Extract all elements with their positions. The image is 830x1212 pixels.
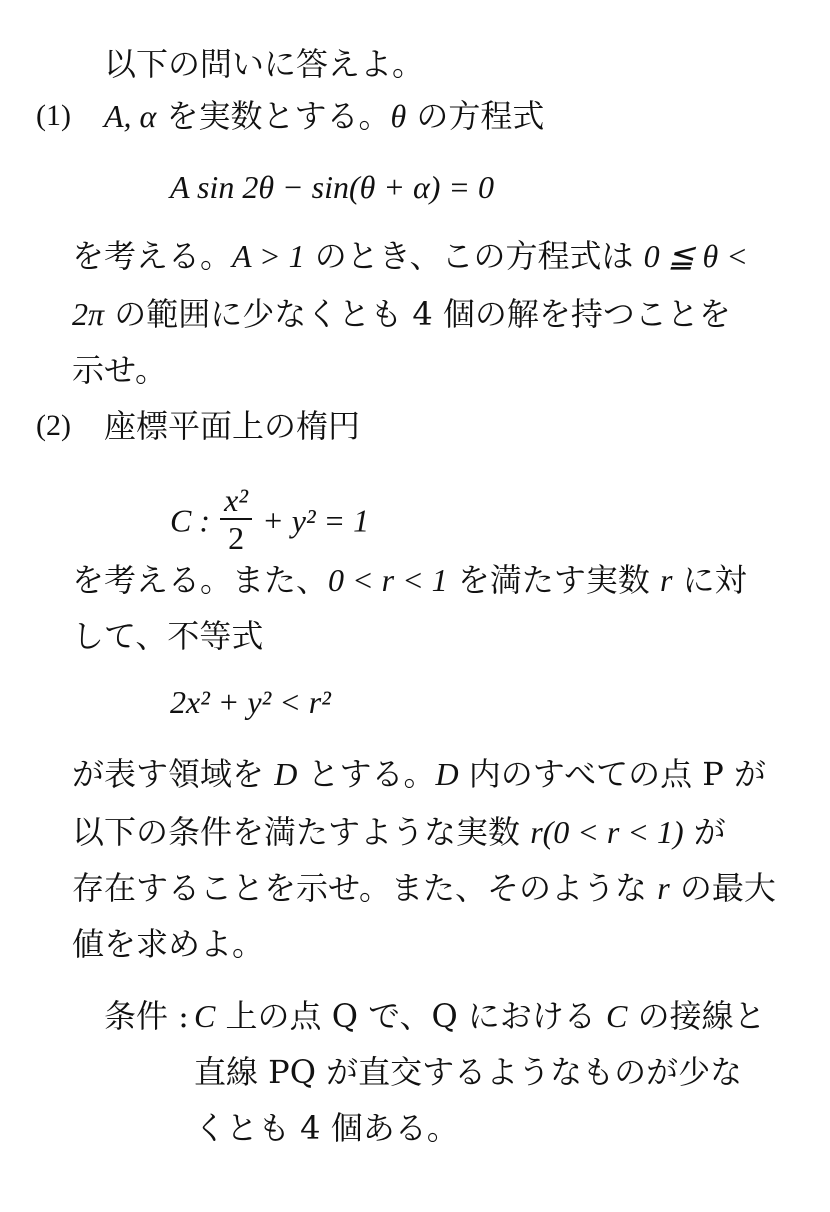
cond-l1-mid: 上の点 Q で、Q における <box>215 997 607 1035</box>
problem-2-body-2: して、不等式 <box>72 617 264 655</box>
condition-line-2: 直線 PQ が直交するようなものが少な <box>194 1053 743 1091</box>
p2-c3-head: 存在することを示せ。また、そのような <box>72 869 658 907</box>
problem-1-body-2 <box>72 294 731 334</box>
p2-c2-expr: r(0 < r < 1) <box>530 814 684 850</box>
problem-2-body-1 <box>72 560 747 600</box>
fraction-denominator: 2 <box>228 520 245 556</box>
problem-2-body-3 <box>72 754 766 794</box>
p2-a1-r: r <box>660 562 673 598</box>
problem-1-body-1 <box>72 236 748 276</box>
p2-c2-tail: が <box>683 813 726 851</box>
problem-1-body-3: 示せ。 <box>72 351 168 389</box>
p1-l1-mid: を実数とする。 <box>156 97 391 135</box>
condition-line-3: くとも 4 個ある。 <box>194 1109 459 1147</box>
problem-1-number: (1) <box>36 99 71 132</box>
p1-vars: A, α <box>104 98 157 134</box>
ellipse-lhs: C : <box>170 502 210 539</box>
p2-c1-head: が表す領域を <box>72 755 275 793</box>
condition-line-1 <box>194 996 766 1036</box>
p2-a1-cond: 0 < r < 1 <box>328 562 448 598</box>
p1-cond: A > 1 <box>232 238 305 274</box>
problem-2-body-4 <box>72 812 726 852</box>
problem-1-line-1 <box>104 96 544 136</box>
problem-1-equation: A sin 2θ − sin(θ + α) = 0 <box>170 169 494 205</box>
problem-2-body-5 <box>72 868 776 908</box>
p1-b2-tail: の範囲に少なくとも 4 個の解を持つことを <box>104 295 731 333</box>
problem-2-number: (2) <box>36 409 71 442</box>
p2-a1-mid: を満たす実数 <box>447 561 661 599</box>
p2-a1-tail: に対 <box>672 561 747 599</box>
p2-c1-d2: D <box>435 756 459 792</box>
p2-c1-d: D <box>274 756 298 792</box>
condition-label: 条件 : <box>104 997 189 1035</box>
cond-c2: C <box>606 998 628 1034</box>
p2-c3-tail: の最大 <box>669 869 776 907</box>
ellipse-fraction <box>220 482 252 556</box>
problem-2-line-1: 座標平面上の楕円 <box>104 407 361 445</box>
ellipse-equation <box>170 482 370 560</box>
p1-theta: θ <box>390 98 407 134</box>
p1-b1-tail: のとき、この方程式は <box>304 237 644 275</box>
p2-c3-r: r <box>657 870 670 906</box>
p2-c1-tail: 内のすべての点 P が <box>458 755 767 793</box>
fraction-numerator: x² <box>220 482 252 520</box>
cond-c: C <box>194 998 216 1034</box>
p1-2pi: 2π <box>72 296 105 332</box>
problem-2-body-6: 値を求めよ。 <box>72 925 265 963</box>
cond-l1-tail: の接線と <box>627 997 766 1035</box>
p1-b1: を考える。 <box>72 237 233 275</box>
intro-text: 以下の問いに答えよ。 <box>104 45 425 83</box>
p1-l1-tail: の方程式 <box>406 97 545 135</box>
p1-range: 0 ≦ θ < <box>643 238 748 274</box>
p2-c1-mid: とする。 <box>297 755 436 793</box>
ellipse-rhs: + y² = 1 <box>262 502 370 539</box>
inequality: 2x² + y² < r² <box>170 684 331 720</box>
p2-c2-head: 以下の条件を満たすような実数 <box>72 813 531 851</box>
p2-a1: を考える。また、 <box>72 561 329 599</box>
